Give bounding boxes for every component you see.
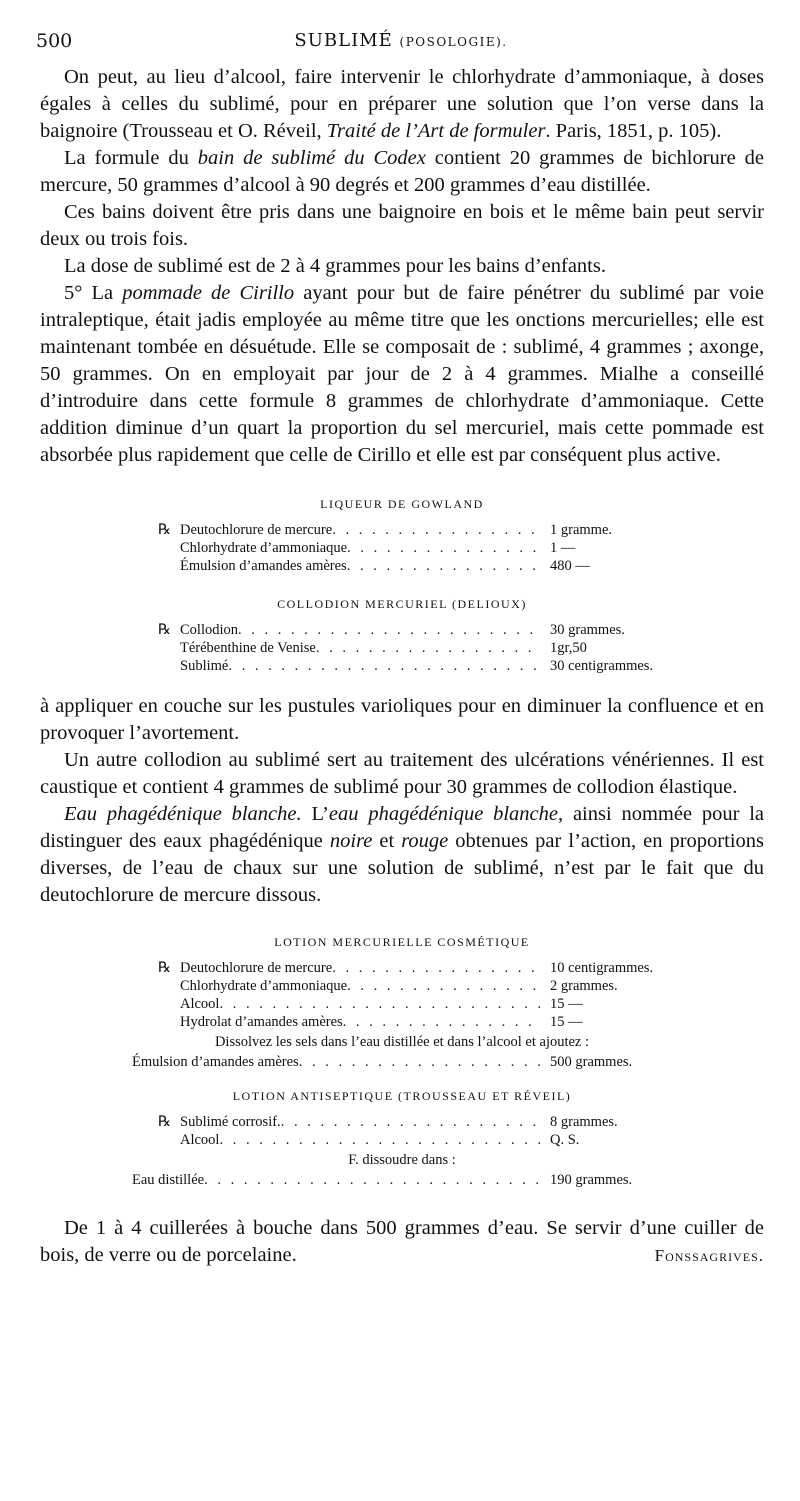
recipe-row: Alcool . . . 15 — [158,995,678,1013]
paragraph-bain-codex: La formule du bain de sublimé du Codex contient 20 grammes de bichlorure de mercure, 50 grammes d’alcool à 90 degrés et 200 grammes d’eau distillée. [40,147,764,196]
recipe-lotion-cosmetique [40,933,764,1071]
recipe-row: Chlorhydrate d’ammoniaque . . . 2 grammes. [158,977,678,995]
recipe-row: ℞ Deutochlorure de mercure . . . 1 gramme. [158,521,678,539]
recipe-instruction: Dissolvez les sels dans l’eau distillée et dans l’alcool et ajoutez : [214,1034,590,1050]
running-title-main: SUBLIMÉ [294,30,393,51]
recipe-title: LIQUEUR DE GOWLAND [320,497,484,511]
recipe-symbol: ℞ [158,1114,171,1130]
paragraph-pustules: à appliquer en couche sur les pustules varioliques pour en diminuer la confluence et en provoquer l’avortement. [40,695,764,744]
recipe-symbol: ℞ [158,622,171,638]
recipe-liqueur-gowland [40,495,764,575]
recipe-collodion-mercuriel [40,595,764,675]
recipe-title: LOTION MERCURIELLE COSMÉTIQUE [274,935,530,949]
recipe-symbol: ℞ [158,522,171,538]
recipe-row: Alcool . . . Q. S. [158,1131,678,1149]
recipe-row: Émulsion d’amandes amères . . . 480 — [158,557,678,575]
page-body [40,64,764,1269]
recipe-row: Émulsion d’amandes amères . . . 500 grammes. [132,1053,678,1071]
recipe-row: ℞ Collodion . . . 30 grammes. [158,621,678,639]
paragraph-pommade-cirillo: 5° La pommade de Cirillo ayant pour but de faire pénétrer du sublimé par voie intraleptique, était jadis employée au même titre que les onctions mercurielles; elle est maintenant tombée en désuétude. Elle se composait de : sublimé, 4 grammes ; axonge, 50 grammes. On en employait par jour de 2 à 4 grammes. Mialhe a conseillé d’introduire dans cette formule 8 grammes de chlorhydrate d’ammoniaque. Cette addition diminue d’un quart la proportion du sel mercuriel, mais cette pommade est absorbée plus rapidement que celle de Cirillo et elle est par conséquent plus active. [40,282,765,466]
recipe-symbol: ℞ [158,960,171,976]
paragraph-ammoniaque: On peut, au lieu d’alcool, faire intervenir le chlorhydrate d’ammoniaque, à doses égales à celles du sublimé, pour en préparer une solution que l’on verse dans la baignoire (Trousseau et O. Réveil, Traité de l’Art de formuler. Paris, 1851, p. 105). [40,66,764,142]
paragraph-collodion-sublime: Un autre collodion au sublimé sert au traitement des ulcérations vénériennes. Il est caustique et contient 4 grammes de sublimé pour 30 grammes de collodion élastique. [40,749,764,798]
recipe-instruction: F. dissoudre dans : [348,1152,456,1168]
paragraph-eau-phagedenique: Eau phagédénique blanche. L’eau phagédénique blanche, ainsi nommée pour la distinguer des eaux phagédénique noire et rouge obtenues par l’action, en proportions diverses, de l’eau de chaux sur une solution de sublimé, n’est par le fait que du deutochlorure de mercure dissous. [40,803,765,906]
recipe-row: Chlorhydrate d’ammoniaque . . . 1 — [158,539,678,557]
recipe-row: ℞ Deutochlorure de mercure . . . 10 centigrammes. [158,959,678,977]
recipe-row: ℞ Sublimé corrosif. . . . 8 grammes. [158,1113,678,1131]
author-signature: Fonssagrives. [654,1246,764,1265]
recipe-title: COLLODION MERCURIEL (DELIOUX) [277,597,527,611]
recipe-lotion-antiseptique [40,1087,764,1189]
recipe-row: Hydrolat d’amandes amères . . . 15 — [158,1013,678,1031]
paragraph-cuillerees: De 1 à 4 cuillerées à bouche dans 500 grammes d’eau. Se servir d’une cuiller de bois, de verre ou de porcelaine. Fonssagrives. [40,1215,764,1269]
running-title [36,30,766,51]
running-title-sub: (POSOLOGIE). [399,35,508,49]
running-header [36,30,766,58]
recipe-row: Eau distillée . . . 190 grammes. [132,1171,678,1189]
recipe-row: Térébenthine de Venise . . . 1gr,50 [158,639,678,657]
recipe-title: LOTION ANTISEPTIQUE (TROUSSEAU ET RÉVEIL) [232,1089,572,1103]
paragraph-baignoire: Ces bains doivent être pris dans une baignoire en bois et le même bain peut servir deux ou trois fois. [40,201,764,250]
paragraph-dose-enfants: La dose de sublimé est de 2 à 4 grammes pour les bains d’enfants. [64,255,606,277]
recipe-row: Sublimé . . . 30 centigrammes. [158,657,678,675]
page-number: 500 [36,30,73,52]
